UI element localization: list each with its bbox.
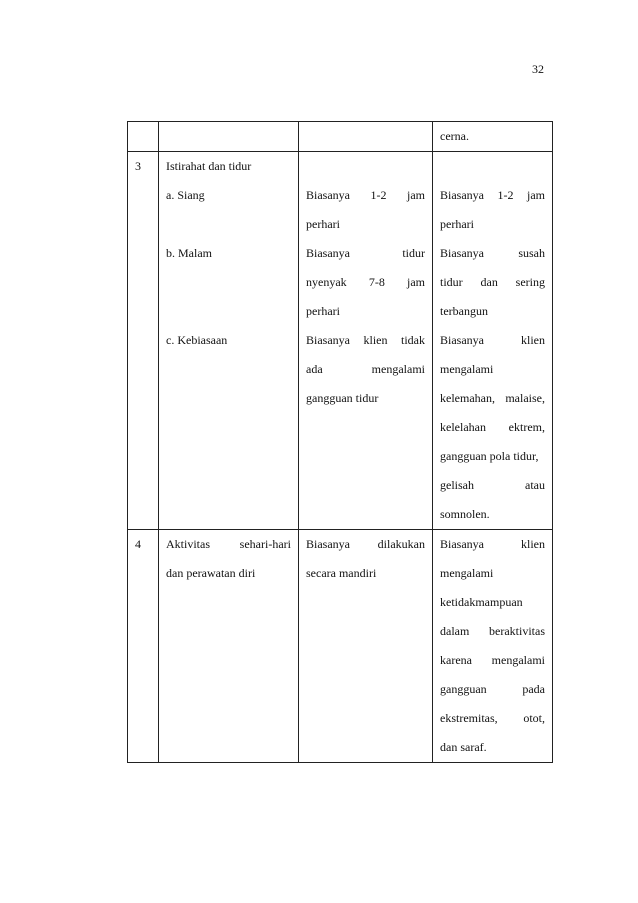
table-row-4 [128, 530, 553, 763]
cell-current [433, 152, 553, 530]
siang-current-line-2: perhari [440, 217, 474, 231]
aspect-malam: b. Malam [166, 246, 212, 260]
current-line-5: karena mengalami [440, 653, 545, 667]
cell-before-blank [299, 122, 433, 152]
siang-before-line-1: Biasanya 1-2 jam [306, 188, 425, 202]
malam-before-line-1: Biasanya tidur [306, 246, 425, 260]
current-line-4: dalam beraktivitas [440, 624, 545, 638]
assessment-table [127, 121, 553, 763]
table-row-3 [128, 152, 553, 530]
current-line-2: mengalami [440, 566, 494, 580]
before-line-1: Biasanya dilakukan [306, 537, 425, 551]
current-line-1: Biasanya klien [440, 537, 545, 551]
row-number [128, 152, 159, 530]
row-number-text: 3 [135, 159, 141, 173]
current-line-3: ketidakmampuan [440, 595, 523, 609]
page-number: 32 [532, 62, 544, 76]
row-number [128, 530, 159, 763]
aspect-line-1: Aktivitas sehari-hari [166, 537, 291, 551]
cell-aspect [159, 530, 299, 763]
cell-aspect-blank [159, 122, 299, 152]
current-line-8: dan saraf. [440, 740, 487, 754]
kebiasaan-before-line-3: gangguan tidur [306, 391, 379, 405]
kebiasaan-current-line-6: gelisah atau [440, 478, 545, 492]
cell-current [433, 530, 553, 763]
aspect-line-2: dan perawatan diri [166, 566, 256, 580]
cell-before [299, 152, 433, 530]
kebiasaan-current-line-7: somnolen. [440, 507, 490, 521]
kebiasaan-current-line-2: mengalami [440, 362, 494, 376]
malam-current-line-3: terbangun [440, 304, 488, 318]
cell-aspect [159, 152, 299, 530]
spacer [306, 152, 425, 181]
aspect-siang: a. Siang [166, 188, 205, 202]
continuation-text: cerna. [440, 129, 469, 143]
malam-before-line-3: perhari [306, 304, 340, 318]
kebiasaan-before-line-1: Biasanya klien tidak [306, 333, 425, 347]
kebiasaan-current-line-1: Biasanya klien [440, 333, 545, 347]
kebiasaan-current-line-5: gangguan pola tidur, [440, 449, 539, 463]
malam-current-line-1: Biasanya susah [440, 246, 545, 260]
spacer [166, 210, 291, 239]
kebiasaan-before-line-2: ada mengalami [306, 362, 425, 376]
siang-before-line-2: perhari [306, 217, 340, 231]
siang-current-line-1: Biasanya 1-2 jam [440, 188, 545, 202]
current-line-6: gangguan pada [440, 682, 545, 696]
spacer [166, 297, 291, 326]
spacer [440, 152, 545, 181]
kebiasaan-current-line-4: kelelahan ektrem, [440, 420, 545, 434]
malam-before-line-2: nyenyak 7-8 jam [306, 275, 425, 289]
aspect-title: Istirahat dan tidur [166, 159, 252, 173]
cell-before [299, 530, 433, 763]
row-number-text: 4 [135, 537, 141, 551]
cell-current-continuation [433, 122, 553, 152]
cell-no-blank [128, 122, 159, 152]
kebiasaan-current-line-3: kelemahan, malaise, [440, 391, 545, 405]
current-line-7: ekstremitas, otot, [440, 711, 545, 725]
malam-current-line-2: tidur dan sering [440, 275, 545, 289]
spacer [166, 268, 291, 297]
before-line-2: secara mandiri [306, 566, 377, 580]
table-row-continuation [128, 122, 553, 152]
aspect-kebiasaan: c. Kebiasaan [166, 333, 228, 347]
